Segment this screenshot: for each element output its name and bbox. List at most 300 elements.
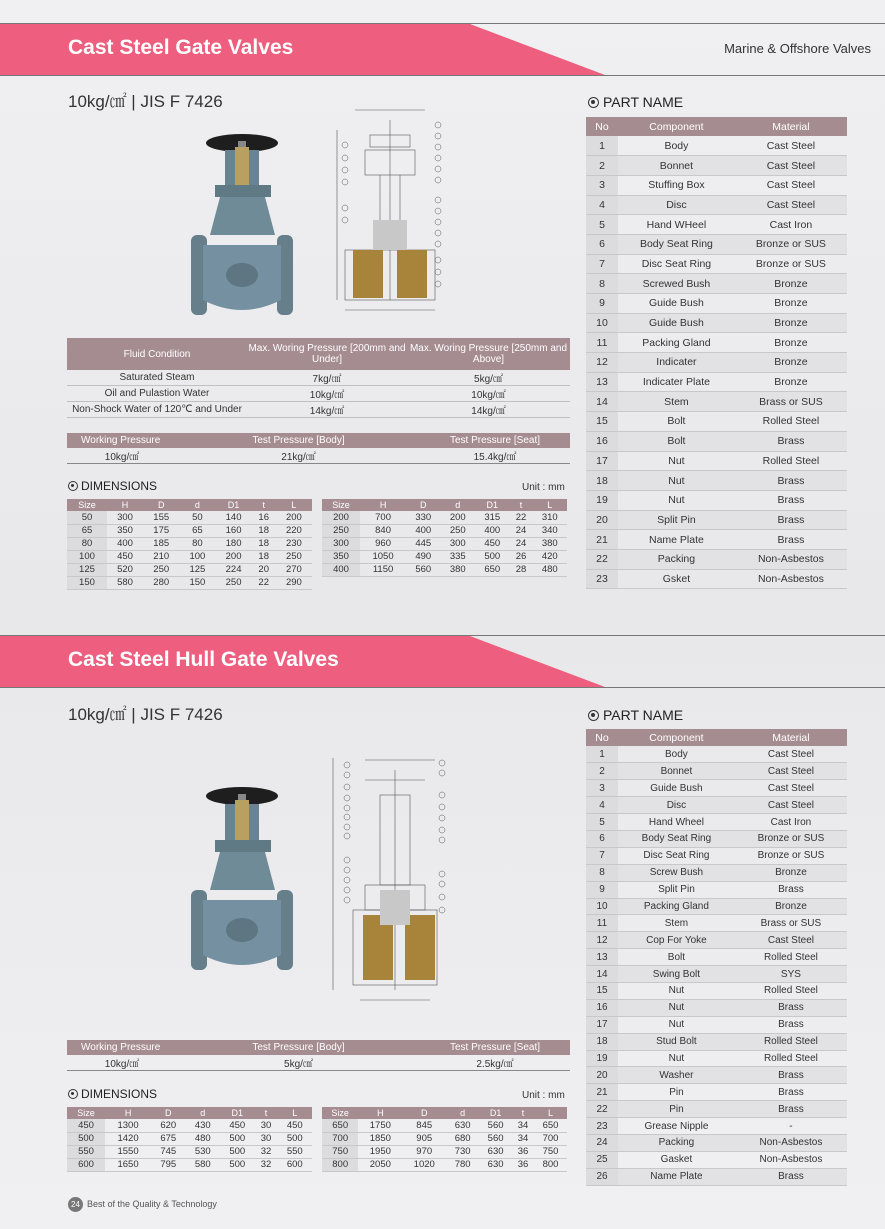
part-component: Screw Bush bbox=[618, 864, 735, 881]
part-material: SYS bbox=[735, 966, 847, 983]
part-no: 17 bbox=[586, 451, 618, 471]
part-component: Guide Bush bbox=[618, 780, 735, 797]
dim-cell: 18 bbox=[252, 524, 276, 537]
part-row bbox=[586, 294, 847, 314]
dim-cell: 675 bbox=[151, 1132, 185, 1145]
dim-cell: 730 bbox=[446, 1145, 479, 1158]
section-cast-steel-hull-gate-valves bbox=[0, 612, 885, 1229]
dim-cell: 1050 bbox=[360, 550, 406, 563]
part-component: Guide Bush bbox=[618, 294, 735, 314]
col-working-pressure: Working Pressure bbox=[67, 1040, 177, 1055]
spec-subtitle: 10kg/㎠ | JIS F 7426 bbox=[68, 705, 223, 724]
dim-cell: 32 bbox=[255, 1158, 278, 1171]
part-no: 10 bbox=[586, 313, 618, 333]
dim-header: D1 bbox=[215, 499, 251, 511]
dim-cell: 350 bbox=[322, 550, 360, 563]
valve-photo bbox=[185, 125, 310, 320]
dim-header: H bbox=[360, 499, 406, 511]
dim-header: d bbox=[441, 499, 475, 511]
valve-section-drawing bbox=[325, 100, 455, 320]
part-no: 4 bbox=[586, 195, 618, 215]
dim-cell: 100 bbox=[179, 550, 215, 563]
part-material: Brass bbox=[735, 471, 847, 491]
dimensions-label: DIMENSIONS bbox=[81, 1087, 158, 1101]
part-component: Stem bbox=[618, 915, 735, 932]
dim-row bbox=[322, 563, 567, 576]
dim-cell: 490 bbox=[406, 550, 440, 563]
part-row bbox=[586, 966, 847, 983]
page-number: 24 bbox=[68, 1197, 83, 1212]
dim-cell: 580 bbox=[107, 576, 143, 589]
dim-header: D1 bbox=[479, 1107, 512, 1119]
part-no: 7 bbox=[586, 254, 618, 274]
part-material: Cast Steel bbox=[735, 136, 847, 156]
part-material: Non-Asbestos bbox=[735, 569, 847, 589]
part-no: 10 bbox=[586, 898, 618, 915]
dim-cell: 450 bbox=[67, 1119, 105, 1132]
dim-cell: 500 bbox=[220, 1132, 254, 1145]
dim-cell: 620 bbox=[151, 1119, 185, 1132]
dim-cell: 600 bbox=[278, 1158, 313, 1171]
dim-cell: 1950 bbox=[358, 1145, 402, 1158]
part-no: 18 bbox=[586, 1033, 618, 1050]
unit-label: Unit : mm bbox=[522, 482, 565, 493]
part-component: Cop For Yoke bbox=[618, 932, 735, 949]
part-material: Brass bbox=[735, 510, 847, 530]
part-component: Stud Bolt bbox=[618, 1033, 735, 1050]
part-component: Body bbox=[618, 136, 735, 156]
part-component: Grease Nipple bbox=[618, 1118, 735, 1135]
part-component: Bolt bbox=[618, 431, 735, 451]
part-material: Cast Steel bbox=[735, 195, 847, 215]
part-component: Nut bbox=[618, 490, 735, 510]
dim-cell: 65 bbox=[179, 524, 215, 537]
part-no: 22 bbox=[586, 1101, 618, 1118]
dim-row bbox=[67, 576, 312, 589]
part-component: Disc Seat Ring bbox=[618, 254, 735, 274]
col-test-seat: Test Pressure [Seat] bbox=[420, 433, 570, 448]
dim-row bbox=[67, 537, 312, 550]
dim-cell: 36 bbox=[512, 1145, 534, 1158]
part-material: Bronze bbox=[735, 372, 847, 392]
dim-cell: 300 bbox=[107, 511, 143, 524]
dim-header: D1 bbox=[220, 1107, 254, 1119]
part-material: Bronze bbox=[735, 294, 847, 314]
part-row bbox=[586, 412, 847, 432]
dim-cell: 22 bbox=[510, 511, 533, 524]
part-no: 2 bbox=[586, 763, 618, 780]
dim-cell: 560 bbox=[406, 563, 440, 576]
part-material: Brass bbox=[735, 530, 847, 550]
dim-cell: 315 bbox=[475, 511, 509, 524]
dim-cell: 780 bbox=[446, 1158, 479, 1171]
part-row bbox=[586, 746, 847, 763]
dim-row bbox=[67, 524, 312, 537]
dim-cell: 250 bbox=[322, 524, 360, 537]
dim-cell: 650 bbox=[475, 563, 509, 576]
dim-cell: 700 bbox=[534, 1132, 567, 1145]
dim-cell: 250 bbox=[276, 550, 312, 563]
dim-cell: 335 bbox=[441, 550, 475, 563]
part-no: 14 bbox=[586, 392, 618, 412]
cond-cell: Oil and Pulastion Water bbox=[67, 386, 247, 402]
dim-cell: 80 bbox=[179, 537, 215, 550]
cond-cell: 14kg/㎠ bbox=[407, 402, 570, 418]
dim-cell: 340 bbox=[533, 524, 568, 537]
dim-cell: 22 bbox=[252, 576, 276, 589]
dimensions-label: DIMENSIONS bbox=[81, 479, 158, 493]
dim-cell: 480 bbox=[533, 563, 568, 576]
dim-cell: 175 bbox=[143, 524, 179, 537]
dim-row bbox=[322, 1158, 567, 1171]
part-component: Split Pin bbox=[618, 510, 735, 530]
dim-cell: 1020 bbox=[402, 1158, 446, 1171]
fluid-condition-table bbox=[67, 338, 570, 418]
part-no: 21 bbox=[586, 530, 618, 550]
dim-header: H bbox=[105, 1107, 151, 1119]
dim-cell: 65 bbox=[67, 524, 107, 537]
dim-cell: 560 bbox=[479, 1119, 512, 1132]
part-material: Bronze bbox=[735, 274, 847, 294]
part-no: 18 bbox=[586, 471, 618, 491]
dim-cell: 480 bbox=[186, 1132, 220, 1145]
part-component: Swing Bolt bbox=[618, 966, 735, 983]
part-no: 15 bbox=[586, 982, 618, 999]
dim-cell: 630 bbox=[479, 1158, 512, 1171]
dim-cell: 200 bbox=[276, 511, 312, 524]
part-row bbox=[586, 490, 847, 510]
part-row bbox=[586, 1067, 847, 1084]
part-component: Nut bbox=[618, 471, 735, 491]
dim-cell: 745 bbox=[151, 1145, 185, 1158]
col-component: Component bbox=[618, 117, 735, 136]
dim-cell: 50 bbox=[179, 511, 215, 524]
dim-cell: 220 bbox=[276, 524, 312, 537]
bullet-circle-icon bbox=[588, 710, 599, 721]
part-row bbox=[586, 1033, 847, 1050]
dim-row bbox=[322, 1132, 567, 1145]
part-material: Bronze bbox=[735, 898, 847, 915]
dim-cell: 1850 bbox=[358, 1132, 402, 1145]
working-pressure-table bbox=[67, 1040, 570, 1071]
part-no: 12 bbox=[586, 932, 618, 949]
part-component: Nut bbox=[618, 1050, 735, 1067]
dim-cell: 650 bbox=[322, 1119, 358, 1132]
dim-cell: 450 bbox=[475, 537, 509, 550]
header-top-rule bbox=[0, 23, 885, 24]
dim-cell: 125 bbox=[67, 563, 107, 576]
part-row bbox=[586, 195, 847, 215]
section-cast-steel-gate-valves bbox=[0, 0, 885, 612]
col-test-body: Test Pressure [Body] bbox=[177, 433, 420, 448]
part-material: Bronze or SUS bbox=[735, 847, 847, 864]
part-row bbox=[586, 881, 847, 898]
part-no: 15 bbox=[586, 412, 618, 432]
part-row bbox=[586, 1151, 847, 1168]
part-name-title bbox=[588, 94, 683, 110]
dim-cell: 210 bbox=[143, 550, 179, 563]
part-material: Bronze bbox=[735, 333, 847, 353]
part-material: Cast Steel bbox=[735, 780, 847, 797]
dim-header: t bbox=[252, 499, 276, 511]
part-no: 4 bbox=[586, 797, 618, 814]
part-material: Bronze bbox=[735, 353, 847, 373]
part-material: Cast Steel bbox=[735, 932, 847, 949]
dim-cell: 20 bbox=[252, 563, 276, 576]
part-component: Packing Gland bbox=[618, 898, 735, 915]
part-row bbox=[586, 814, 847, 831]
dim-header: H bbox=[107, 499, 143, 511]
dim-row bbox=[67, 563, 312, 576]
part-row bbox=[586, 353, 847, 373]
wp-value: 15.4kg/㎠ bbox=[420, 448, 570, 464]
part-material: Cast Steel bbox=[735, 156, 847, 176]
dim-header: Size bbox=[322, 1107, 358, 1119]
dim-header: L bbox=[276, 499, 312, 511]
part-no: 25 bbox=[586, 1151, 618, 1168]
dim-cell: 630 bbox=[479, 1145, 512, 1158]
dim-header: H bbox=[358, 1107, 402, 1119]
part-row bbox=[586, 451, 847, 471]
part-row bbox=[586, 1101, 847, 1118]
part-component: Bonnet bbox=[618, 763, 735, 780]
dim-cell: 200 bbox=[215, 550, 251, 563]
part-component: Name Plate bbox=[618, 1168, 735, 1185]
part-row bbox=[586, 1050, 847, 1067]
bullet-circle-icon bbox=[68, 1089, 78, 1099]
dim-cell: 400 bbox=[475, 524, 509, 537]
dim-cell: 34 bbox=[512, 1132, 534, 1145]
dim-row bbox=[67, 1158, 312, 1171]
wp-value: 10kg/㎠ bbox=[67, 448, 177, 464]
part-no: 5 bbox=[586, 814, 618, 831]
part-material: Rolled Steel bbox=[735, 412, 847, 432]
dim-header: L bbox=[278, 1107, 313, 1119]
part-material: Brass or SUS bbox=[735, 392, 847, 412]
part-no: 6 bbox=[586, 234, 618, 254]
part-no: 11 bbox=[586, 915, 618, 932]
part-no: 24 bbox=[586, 1134, 618, 1151]
dim-row bbox=[322, 524, 567, 537]
dim-header: D bbox=[143, 499, 179, 511]
dim-cell: 155 bbox=[143, 511, 179, 524]
dim-cell: 400 bbox=[322, 563, 360, 576]
part-component: Pin bbox=[618, 1084, 735, 1101]
dim-row bbox=[322, 537, 567, 550]
part-row bbox=[586, 372, 847, 392]
dim-header: t bbox=[510, 499, 533, 511]
dim-cell: 26 bbox=[510, 550, 533, 563]
dim-cell: 840 bbox=[360, 524, 406, 537]
dim-cell: 2050 bbox=[358, 1158, 402, 1171]
dim-row bbox=[67, 1145, 312, 1158]
col-max-pressure-200: Max. Woring Pressure [200mm and Under] bbox=[247, 338, 407, 370]
part-no: 8 bbox=[586, 864, 618, 881]
part-material: Bronze bbox=[735, 313, 847, 333]
part-component: Packing bbox=[618, 1134, 735, 1151]
part-row bbox=[586, 274, 847, 294]
dim-cell: 160 bbox=[215, 524, 251, 537]
part-row bbox=[586, 1016, 847, 1033]
dim-cell: 300 bbox=[322, 537, 360, 550]
dim-row bbox=[322, 550, 567, 563]
cond-cell: Non-Shock Water of 120℃ and Under bbox=[67, 402, 247, 418]
dim-cell: 750 bbox=[534, 1145, 567, 1158]
dim-cell: 500 bbox=[67, 1132, 105, 1145]
dim-cell: 140 bbox=[215, 511, 251, 524]
dim-cell: 550 bbox=[278, 1145, 313, 1158]
part-no: 20 bbox=[586, 1067, 618, 1084]
part-no: 26 bbox=[586, 1168, 618, 1185]
part-material: Non-Asbestos bbox=[735, 549, 847, 569]
dim-cell: 16 bbox=[252, 511, 276, 524]
dim-cell: 1150 bbox=[360, 563, 406, 576]
dim-cell: 36 bbox=[512, 1158, 534, 1171]
part-no: 23 bbox=[586, 569, 618, 589]
wp-value: 21kg/㎠ bbox=[177, 448, 420, 464]
part-material: Rolled Steel bbox=[735, 451, 847, 471]
part-material: Cast Iron bbox=[735, 814, 847, 831]
spec-subtitle: 10kg/㎠ | JIS F 7426 bbox=[68, 92, 223, 111]
part-material: Brass bbox=[735, 1016, 847, 1033]
dimensions-table-right bbox=[322, 1107, 567, 1172]
part-component: Name Plate bbox=[618, 530, 735, 550]
part-row bbox=[586, 392, 847, 412]
part-no: 17 bbox=[586, 1016, 618, 1033]
part-material: Bronze or SUS bbox=[735, 830, 847, 847]
dimensions-table-left bbox=[67, 1107, 312, 1172]
dim-cell: 380 bbox=[533, 537, 568, 550]
part-row bbox=[586, 175, 847, 195]
part-no: 20 bbox=[586, 510, 618, 530]
unit-label: Unit : mm bbox=[522, 1090, 565, 1101]
part-no: 23 bbox=[586, 1118, 618, 1135]
part-component: Body Seat Ring bbox=[618, 234, 735, 254]
cond-cell: 10kg/㎠ bbox=[407, 386, 570, 402]
section-title: Cast Steel Gate Valves bbox=[68, 36, 294, 59]
part-no: 3 bbox=[586, 175, 618, 195]
dim-cell: 520 bbox=[107, 563, 143, 576]
part-row bbox=[586, 949, 847, 966]
part-no: 8 bbox=[586, 274, 618, 294]
dim-header: D1 bbox=[475, 499, 509, 511]
bullet-circle-icon bbox=[588, 97, 599, 108]
part-row bbox=[586, 830, 847, 847]
part-material: Cast Steel bbox=[735, 746, 847, 763]
part-row bbox=[586, 1084, 847, 1101]
part-material: Brass bbox=[735, 1067, 847, 1084]
dim-cell: 30 bbox=[255, 1119, 278, 1132]
part-component: Nut bbox=[618, 1016, 735, 1033]
part-row bbox=[586, 333, 847, 353]
part-material: Brass bbox=[735, 999, 847, 1016]
part-material: Brass bbox=[735, 1101, 847, 1118]
part-row bbox=[586, 136, 847, 156]
dim-cell: 400 bbox=[406, 524, 440, 537]
dim-row bbox=[322, 511, 567, 524]
part-component: Nut bbox=[618, 982, 735, 999]
cond-cell: Saturated Steam bbox=[67, 370, 247, 386]
part-no: 14 bbox=[586, 966, 618, 983]
valve-photo bbox=[185, 782, 310, 977]
dim-cell: 18 bbox=[252, 537, 276, 550]
dim-cell: 580 bbox=[186, 1158, 220, 1171]
part-material: Brass bbox=[735, 1168, 847, 1185]
dim-cell: 200 bbox=[441, 511, 475, 524]
dim-cell: 970 bbox=[402, 1145, 446, 1158]
dim-cell: 150 bbox=[67, 576, 107, 589]
dim-cell: 700 bbox=[360, 511, 406, 524]
wp-value: 5kg/㎠ bbox=[177, 1055, 420, 1071]
dim-cell: 250 bbox=[441, 524, 475, 537]
dim-cell: 185 bbox=[143, 537, 179, 550]
dim-cell: 50 bbox=[67, 511, 107, 524]
col-no: No bbox=[586, 729, 618, 746]
part-no: 12 bbox=[586, 353, 618, 373]
part-material: Bronze bbox=[735, 864, 847, 881]
dim-header: L bbox=[534, 1107, 567, 1119]
part-component: Packing Gland bbox=[618, 333, 735, 353]
part-component: Stuffing Box bbox=[618, 175, 735, 195]
part-material: Non-Asbestos bbox=[735, 1151, 847, 1168]
part-row bbox=[586, 999, 847, 1016]
dim-cell: 420 bbox=[533, 550, 568, 563]
dim-row bbox=[322, 1145, 567, 1158]
dim-cell: 270 bbox=[276, 563, 312, 576]
header-top-rule bbox=[0, 635, 885, 636]
part-material: Brass bbox=[735, 490, 847, 510]
footer-tagline: Best of the Quality & Technology bbox=[87, 1199, 217, 1209]
part-no: 3 bbox=[586, 780, 618, 797]
part-row bbox=[586, 763, 847, 780]
dim-cell: 450 bbox=[107, 550, 143, 563]
part-row bbox=[586, 569, 847, 589]
part-material: Brass bbox=[735, 1084, 847, 1101]
dim-cell: 125 bbox=[179, 563, 215, 576]
working-pressure-table bbox=[67, 433, 570, 464]
dim-cell: 224 bbox=[215, 563, 251, 576]
dim-cell: 960 bbox=[360, 537, 406, 550]
part-component: Packing bbox=[618, 549, 735, 569]
part-material: Cast Steel bbox=[735, 763, 847, 780]
dim-cell: 905 bbox=[402, 1132, 446, 1145]
dim-cell: 32 bbox=[255, 1145, 278, 1158]
part-row bbox=[586, 1118, 847, 1135]
part-row bbox=[586, 471, 847, 491]
part-row bbox=[586, 156, 847, 176]
dim-cell: 550 bbox=[67, 1145, 105, 1158]
part-component: Bolt bbox=[618, 412, 735, 432]
dim-cell: 600 bbox=[67, 1158, 105, 1171]
dim-cell: 34 bbox=[512, 1119, 534, 1132]
part-no: 21 bbox=[586, 1084, 618, 1101]
part-row bbox=[586, 915, 847, 932]
dim-cell: 1750 bbox=[358, 1119, 402, 1132]
part-no: 1 bbox=[586, 746, 618, 763]
dim-header: d bbox=[446, 1107, 479, 1119]
part-component: Indicater bbox=[618, 353, 735, 373]
cond-cell: 10kg/㎠ bbox=[247, 386, 407, 402]
dim-cell: 700 bbox=[322, 1132, 358, 1145]
dim-cell: 500 bbox=[475, 550, 509, 563]
part-name-label: PART NAME bbox=[603, 94, 684, 110]
dim-cell: 800 bbox=[322, 1158, 358, 1171]
part-row bbox=[586, 510, 847, 530]
part-no: 5 bbox=[586, 215, 618, 235]
part-material: Cast Steel bbox=[735, 175, 847, 195]
dim-cell: 30 bbox=[255, 1132, 278, 1145]
header-bottom-rule bbox=[0, 75, 885, 76]
